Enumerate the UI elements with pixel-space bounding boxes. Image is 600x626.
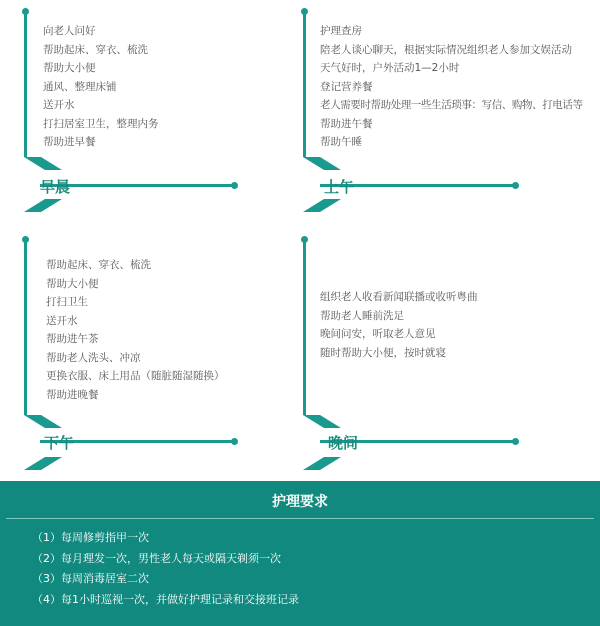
task-list	[320, 22, 583, 152]
section-label: 上午	[324, 178, 355, 196]
requirements-panel	[0, 481, 600, 626]
list-item: 帮助起床、穿衣、梳洗	[46, 259, 151, 271]
timeline-end-dot	[231, 438, 238, 445]
timeline-line	[303, 12, 306, 157]
list-item: 更换衣服、床上用品（随脏随湿随换）	[46, 370, 225, 382]
list-item: 登记营养餐	[320, 80, 373, 93]
section-evening	[300, 236, 600, 476]
section-morning	[0, 0, 300, 240]
list-item: 通风、整理床铺	[43, 80, 117, 93]
list-item: 帮助老人睡前洗足	[320, 309, 404, 322]
task-list	[320, 288, 478, 362]
list-item: 帮助午睡	[320, 136, 362, 148]
timeline-end-dot	[512, 182, 519, 189]
task-list	[46, 256, 225, 404]
list-item: 打扫居室卫生，整理内务	[43, 117, 159, 130]
timeline-line	[303, 240, 306, 415]
timeline-end-dot	[231, 182, 238, 189]
list-item: 帮助大小便	[43, 62, 96, 74]
list-item: 帮助进早餐	[43, 136, 96, 148]
list-item: （4）每1小时巡视一次，并做好护理记录和交接班记录	[32, 592, 299, 606]
list-item: 送开水	[43, 99, 75, 111]
list-item: 组织老人收看新闻联播或收听粤曲	[320, 291, 478, 303]
divider	[6, 518, 594, 519]
list-item: 陪老人谈心聊天，根据实际情况组织老人参加文娱活动	[320, 43, 572, 56]
list-item: 送开水	[46, 314, 78, 327]
timeline-end-dot	[512, 438, 519, 445]
list-item: （3）每周消毒居室二次	[32, 572, 149, 585]
task-list	[43, 22, 159, 152]
timeline-line	[24, 240, 27, 415]
list-item: 帮助老人洗头、冲凉	[46, 351, 141, 364]
list-item: 帮助起床、穿衣、梳洗	[43, 43, 148, 56]
list-item: 天气好时，户外活动1—2小时	[320, 62, 460, 74]
list-item: 帮助进午茶	[46, 333, 99, 345]
list-item: 帮助进晚餐	[46, 388, 99, 401]
list-item: 老人需要时帮助处理一些生活琐事：写信、购物、打电话等	[320, 99, 583, 111]
section-label: 晚间	[328, 434, 359, 452]
list-item: （2）每月理发一次，男性老人每天或隔天剃须一次	[32, 551, 281, 565]
list-item: 帮助进午餐	[320, 117, 373, 130]
requirements-title: 护理要求	[272, 494, 328, 510]
timeline-line	[24, 12, 27, 157]
section-forenoon	[300, 0, 600, 240]
list-item: （1）每周修剪指甲一次	[32, 531, 149, 544]
list-item: 帮助大小便	[46, 277, 99, 290]
list-item: 护理查房	[320, 25, 362, 37]
requirements-list	[32, 528, 299, 610]
list-item: 随时帮助大小便，按时就寝	[320, 346, 446, 359]
list-item: 打扫卫生	[46, 296, 88, 308]
section-afternoon	[0, 236, 300, 476]
section-label: 下午	[44, 434, 75, 452]
list-item: 向老人问好	[43, 25, 96, 37]
section-label: 早晨	[40, 178, 71, 196]
list-item: 晚间问安，听取老人意见	[320, 328, 436, 340]
